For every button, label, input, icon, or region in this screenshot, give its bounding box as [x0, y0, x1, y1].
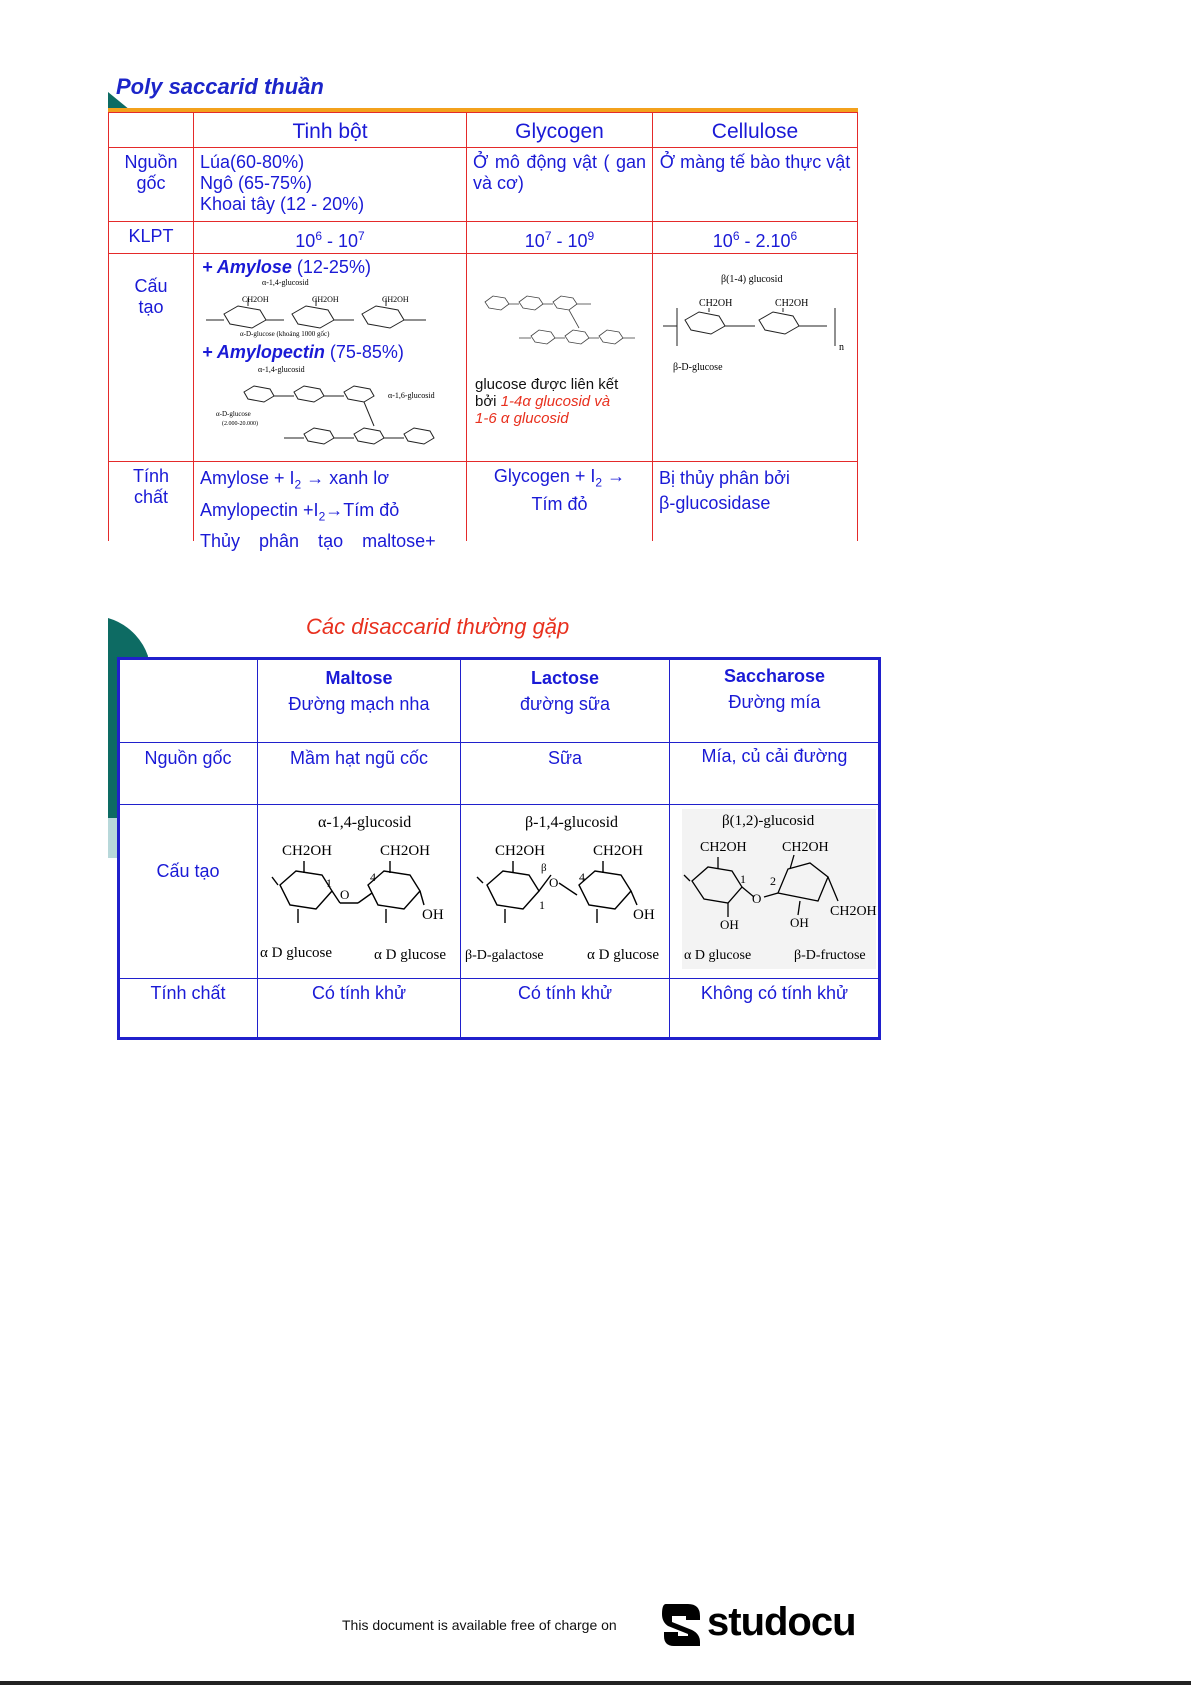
property-text: Amylose + I	[200, 468, 295, 488]
row-label-mw: KLPT	[108, 221, 194, 254]
saccharose-bond: β(1,2)-glucosid	[722, 813, 815, 829]
saccharose-structure-image	[670, 805, 878, 975]
mw-exp: 6	[315, 229, 322, 243]
lactose-source: Sữa	[460, 742, 670, 805]
mw-part: - 2.10	[739, 231, 791, 251]
maltose-bond: α-1,4-glucosid	[318, 814, 412, 831]
header-saccharose	[669, 658, 880, 743]
mw-exp: 7	[544, 229, 552, 243]
amylopectin-structure-image	[214, 364, 454, 460]
ch2oh-label: CH2OH	[775, 298, 809, 309]
glycogen-source: Ở mô động vật ( gan và cơ)	[466, 147, 653, 222]
glycogen-structure	[466, 253, 653, 462]
saccharose-source: Mía, củ cải đường	[669, 742, 880, 805]
ch2oh-label: CH2OH	[382, 295, 409, 304]
property-sub: 2	[294, 477, 302, 492]
saccharose-right-unit: β-D-fructose	[794, 948, 866, 963]
saccharose-structure	[669, 804, 880, 979]
header-sub: Đường mía	[728, 692, 821, 712]
beta-label: β	[541, 862, 547, 874]
lactose-property: Có tính khử	[460, 978, 670, 1039]
bond-number: 1	[539, 898, 545, 912]
property-text: Bị thủy phân bởi	[659, 468, 790, 488]
ch2oh-label: CH2OH	[242, 295, 269, 304]
header-empty	[108, 112, 194, 148]
ch2oh-label: CH2OH	[312, 295, 339, 304]
header-name: Maltose	[325, 668, 393, 688]
row-label-structure	[108, 253, 194, 462]
bond-number: 1	[326, 876, 332, 890]
cellulose-mw	[652, 221, 858, 254]
n-subscript: n	[839, 342, 844, 353]
oh-label: OH	[633, 907, 655, 923]
maltose-structure-image	[258, 805, 458, 975]
amylose-name: + Amylose	[202, 257, 292, 277]
footer-text: This document is available free of charge on	[342, 1617, 617, 1633]
lactose-right-unit: α D glucose	[587, 947, 660, 963]
label-line: Tính	[132, 466, 170, 486]
lactose-structure	[460, 804, 670, 979]
starch-mw	[193, 221, 467, 254]
ch2oh-label: CH2OH	[700, 840, 747, 855]
amylose-structure-image	[204, 276, 454, 338]
starch-source	[193, 147, 467, 222]
maltose-source: Mầm hạt ngũ cốc	[257, 742, 461, 805]
header-lactose	[460, 658, 670, 743]
mw-exp: 6	[790, 229, 798, 243]
glycogen-mw	[466, 221, 653, 254]
saccharose-property: Không có tính khử	[669, 978, 880, 1039]
mw-part: 10	[567, 231, 588, 251]
amylopectin-pct: (75-85%)	[329, 342, 404, 362]
header-maltose	[257, 658, 461, 743]
property-text: Tím đỏ	[531, 493, 588, 514]
cellulose-bond: β(1-4) glucosid	[721, 274, 783, 285]
disac-row-label-source: Nguồn gốc	[118, 742, 258, 805]
glycogen-bond-text: 1-6 α glucosid	[475, 410, 569, 427]
maltose-right-unit: α D glucose	[374, 947, 447, 963]
source-line: Lúa(60-80%)	[200, 152, 305, 172]
mw-part: -	[322, 231, 338, 251]
studocu-logo-icon	[658, 1600, 704, 1650]
bond-number: 4	[370, 870, 376, 884]
glycogen-bond-text: 1-4α glucosid và	[500, 393, 611, 410]
ch2oh-label: CH2OH	[282, 843, 333, 859]
maltose-left-unit: α D glucose	[260, 945, 333, 961]
cellulose-source: Ở màng tế bào thực vật	[652, 147, 858, 222]
ch2oh-label: CH2OH	[830, 904, 877, 919]
header-glycogen: Glycogen	[466, 112, 653, 148]
lactose-bond: β-1,4-glucosid	[525, 814, 619, 831]
source-line: Khoai tây (12 - 20%)	[200, 194, 365, 214]
header-name: Saccharose	[723, 666, 826, 686]
glycogen-structure-text: glucose được liên kết	[475, 376, 619, 393]
amylose-note: α-D-glucose (khoảng 1000 gốc)	[240, 330, 330, 338]
amylopectin-branch-bond: α-1,6-glucosid	[388, 391, 435, 400]
bond-number: 4	[579, 870, 585, 884]
amylopectin-note: (2.000-20.000)	[222, 421, 258, 427]
label-line: gốc	[136, 173, 166, 193]
property-text: →Tím đỏ	[325, 499, 400, 520]
amylopectin-name: + Amylopectin	[202, 342, 325, 362]
property-text: Glycogen + I	[493, 466, 596, 486]
oxygen-label: O	[549, 875, 559, 890]
ch2oh-label: CH2OH	[495, 843, 546, 859]
ch2oh-label: CH2OH	[380, 843, 431, 859]
oxygen-label: O	[752, 891, 762, 906]
cellulose-property	[652, 461, 858, 541]
mw-exp: 6	[732, 229, 740, 243]
oxygen-label: O	[340, 887, 350, 902]
footer-brand[interactable]: studocu	[707, 1600, 856, 1644]
property-sub: 2	[318, 509, 326, 524]
amylopectin-note: α-D-glucose	[216, 410, 251, 418]
property-sub: 2	[595, 475, 603, 490]
saccharose-left-unit: α D glucose	[684, 948, 752, 963]
oh-label: OH	[422, 907, 444, 923]
glycogen-structure-text: bởi	[475, 393, 501, 410]
mw-exp: 7	[358, 229, 365, 243]
cellulose-structure	[652, 253, 858, 462]
amylopectin-bond: α-1,4-glucosid	[258, 365, 305, 374]
property-text: Thủy phân tạo maltose+	[200, 531, 436, 552]
amylose-pct: (12-25%)	[296, 257, 371, 277]
header-sub: đường sữa	[520, 694, 610, 714]
property-text: Amylopectin +I	[200, 499, 319, 520]
cellulose-unit: β-D-glucose	[673, 362, 723, 373]
label-line: chất	[133, 487, 169, 507]
amylose-bond: α-1,4-glucosid	[262, 278, 309, 287]
maltose-property: Có tính khử	[257, 978, 461, 1039]
glycogen-property	[466, 461, 653, 541]
lactose-left-unit: β-D-galactose	[465, 948, 544, 963]
poly-title: Poly saccarid thuần	[116, 74, 324, 99]
header-cellulose: Cellulose	[652, 112, 858, 148]
ch2oh-label: CH2OH	[782, 840, 829, 855]
mw-exp: 9	[587, 229, 595, 243]
mw-part: 10	[524, 231, 545, 251]
property-text: β-glucosidase	[659, 493, 771, 513]
oh-label: OH	[720, 917, 739, 932]
glycogen-structure-image	[475, 280, 645, 360]
bottom-rule	[0, 1681, 1191, 1685]
mw-part: 10	[712, 231, 733, 251]
bond-number: 2	[770, 874, 776, 888]
header-sub: Đường mạch nha	[288, 694, 430, 714]
row-label-source	[108, 147, 194, 222]
row-label-property	[108, 461, 194, 541]
lactose-structure-image	[461, 805, 667, 975]
starch-property	[193, 461, 467, 552]
ch2oh-label: CH2OH	[593, 843, 644, 859]
disac-row-label-property: Tính chất	[118, 978, 258, 1039]
oh-label: OH	[790, 915, 809, 930]
ch2oh-label: CH2OH	[699, 298, 733, 309]
label-line: Nguồn	[124, 152, 178, 172]
source-line: Ngô (65-75%)	[200, 173, 313, 193]
header-starch: Tinh bột	[193, 112, 467, 148]
disac-header-empty	[118, 658, 258, 743]
label-line: tạo	[138, 297, 164, 317]
starch-structure	[193, 253, 467, 462]
header-name: Lactose	[530, 668, 600, 688]
disac-title: Các disaccarid thường gặp	[306, 614, 570, 639]
mw-part: -	[551, 231, 568, 251]
cellulose-structure-image	[659, 262, 855, 372]
maltose-structure	[257, 804, 461, 979]
mw-part: 10	[295, 231, 316, 251]
mw-part: 10	[338, 231, 359, 251]
property-text: →	[602, 466, 626, 486]
bond-number: 1	[740, 872, 746, 886]
disac-row-label-structure: Cấu tạo	[118, 804, 258, 979]
property-text: → xanh lơ	[301, 468, 390, 488]
label-line: Cấu	[134, 276, 168, 296]
